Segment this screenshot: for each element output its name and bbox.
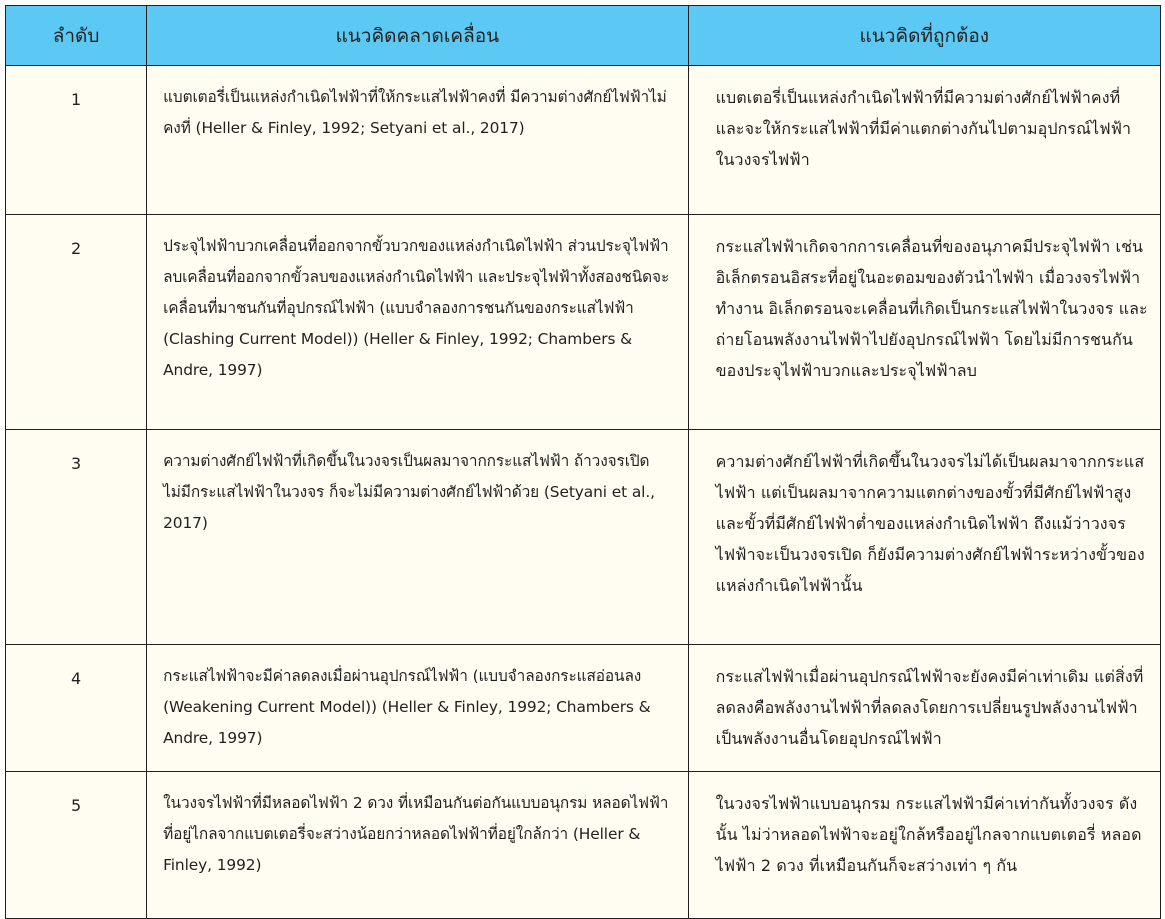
table-row xyxy=(6,430,1161,645)
correct-concept-cell: กระแสไฟฟ้าเมื่อผ่านอุปกรณ์ไฟฟ้าจะยังคงมีค่าเท่าเดิม แต่สิ่งที่ลดลงคือพลังงานไฟฟ้าที่ลดลงโดยการเปลี่ยนรูปพลังงานไฟฟ้าเป็นพลังงานอื่นโดยอุปกรณ์ไฟฟ้า xyxy=(688,645,1160,772)
table-row xyxy=(6,645,1161,772)
correct-concept-cell: ความต่างศักย์ไฟฟ้าที่เกิดขึ้นในวงจรไม่ได้เป็นผลมาจากกระแสไฟฟ้า แต่เป็นผลมาจากความแตกต่างของขั้วที่มีศักย์ไฟฟ้าสูงและขั้วที่มีศักย์ไฟฟ้าต่ำของแหล่งกำเนิดไฟฟ้า ถึงแม้ว่าวงจรไฟฟ้าจะเป็นวงจรเปิด ก็ยังมีความต่างศักย์ไฟฟ้าระหว่างขั้วของแหล่งกำเนิดไฟฟ้านั้น xyxy=(688,430,1160,645)
table-header xyxy=(6,6,1161,66)
header-correct-concept: แนวคิดที่ถูกต้อง xyxy=(688,6,1160,66)
row-number: 2 xyxy=(6,215,147,430)
misconception-cell: ในวงจรไฟฟ้าที่มีหลอดไฟฟ้า 2 ดวง ที่เหมือนกันต่อกันแบบอนุกรม หลอดไฟฟ้าที่อยู่ไกลจากแบตเตอรี่จะสว่างน้อยกว่าหลอดไฟฟ้าที่อยู่ใกล้กว่า (Heller & Finley, 1992) xyxy=(147,772,688,919)
table-row xyxy=(6,215,1161,430)
row-number: 3 xyxy=(6,430,147,645)
misconception-cell: กระแสไฟฟ้าจะมีค่าลดลงเมื่อผ่านอุปกรณ์ไฟฟ้า (แบบจำลองกระแสอ่อนลง (Weakening Current Model)) (Heller & Finley, 1992; Chambers & Andre, 1997) xyxy=(147,645,688,772)
misconception-cell: แบตเตอรี่เป็นแหล่งกำเนิดไฟฟ้าที่ให้กระแสไฟฟ้าคงที่ มีความต่างศักย์ไฟฟ้าไม่คงที่ (Heller & Finley, 1992; Setyani et al., 2017) xyxy=(147,66,688,215)
header-misconception: แนวคิดคลาดเคลื่อน xyxy=(147,6,688,66)
misconception-cell: ประจุไฟฟ้าบวกเคลื่อนที่ออกจากขั้วบวกของแหล่งกำเนิดไฟฟ้า ส่วนประจุไฟฟ้าลบเคลื่อนที่ออกจากขั้วลบของแหล่งกำเนิดไฟฟ้า และประจุไฟฟ้าทั้งสองชนิดจะเคลื่อนที่มาชนกันที่อุปกรณ์ไฟฟ้า (แบบจำลองการชนกันของกระแสไฟฟ้า (Clashing Current Model)) (Heller & Finley, 1992; Chambers & Andre, 1997) xyxy=(147,215,688,430)
correct-concept-cell: แบตเตอรี่เป็นแหล่งกำเนิดไฟฟ้าที่มีความต่างศักย์ไฟฟ้าคงที่ และจะให้กระแสไฟฟ้าที่มีค่าแตกต่างกันไปตามอุปกรณ์ไฟฟ้าในวงจรไฟฟ้า xyxy=(688,66,1160,215)
row-number: 1 xyxy=(6,66,147,215)
misconceptions-table xyxy=(5,5,1161,919)
row-number: 4 xyxy=(6,645,147,772)
table-body xyxy=(6,66,1161,919)
header-row xyxy=(6,6,1161,66)
header-number: ลำดับ xyxy=(6,6,147,66)
row-number: 5 xyxy=(6,772,147,919)
correct-concept-cell: ในวงจรไฟฟ้าแบบอนุกรม กระแสไฟฟ้ามีค่าเท่ากันทั้งวงจร ดังนั้น ไม่ว่าหลอดไฟฟ้าจะอยู่ใกล้หรืออยู่ไกลจากแบตเตอรี่ หลอดไฟฟ้า 2 ดวง ที่เหมือนกันก็จะสว่างเท่า ๆ กัน xyxy=(688,772,1160,919)
table-row xyxy=(6,772,1161,919)
table-row xyxy=(6,66,1161,215)
misconception-cell: ความต่างศักย์ไฟฟ้าที่เกิดขึ้นในวงจรเป็นผลมาจากกระแสไฟฟ้า ถ้าวงจรเปิด ไม่มีกระแสไฟฟ้าในวงจร ก็จะไม่มีความต่างศักย์ไฟฟ้าด้วย (Setyani et al., 2017) xyxy=(147,430,688,645)
correct-concept-cell: กระแสไฟฟ้าเกิดจากการเคลื่อนที่ของอนุภาคมีประจุไฟฟ้า เช่น อิเล็กตรอนอิสระที่อยู่ในอะตอมของตัวนำไฟฟ้า เมื่อวงจรไฟฟ้าทำงาน อิเล็กตรอนจะเคลื่อนที่เกิดเป็นกระแสไฟฟ้าในวงจร และถ่ายโอนพลังงานไฟฟ้าไปยังอุปกรณ์ไฟฟ้า โดยไม่มีการชนกันของประจุไฟฟ้าบวกและประจุไฟฟ้าลบ xyxy=(688,215,1160,430)
